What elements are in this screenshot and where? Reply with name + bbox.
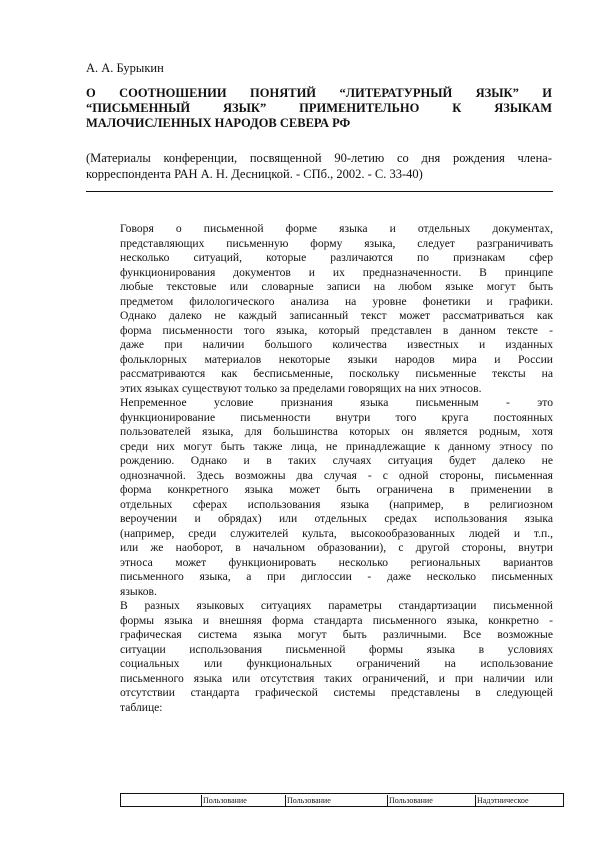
body-line: даже при наличии большого количества известных и изданных	[120, 338, 553, 351]
body-line: предметом филологического анализа на уровне фонетики и графики.	[120, 294, 553, 308]
body-line: формы языка и внешняя форма стандарта письменного языка, конкретно -	[120, 613, 553, 627]
source-line: (Материалы конференции, посвященной 90-летию со дня рождения члена-	[86, 151, 552, 165]
body-line: форма конкретного языка может быть ограничена в применении в	[120, 483, 553, 496]
body-line: среди них могут быть также лица, не принадлежащие к данному этносу по	[120, 439, 553, 453]
body-line: В разных языковых ситуациях параметры стандартизации письменной	[120, 599, 553, 612]
body-line: таблице:	[120, 700, 163, 714]
body-line: этих языках существуют только за пределами говорящих на них этносов.	[120, 381, 482, 395]
title-line: О СООТНОШЕНИИ ПОНЯТИЙ “ЛИТЕРАТУРНЫЙ ЯЗЫК” И	[86, 86, 552, 100]
body-line: Говоря о письменной форме языка и отдельных документах,	[120, 222, 553, 235]
body-line: фольклорных материалов некоторые языки народов мира и России	[120, 352, 553, 366]
body-line: Однако далеко не каждый записанный текст может рассматриваться как	[120, 309, 553, 322]
body-line: графическая система языка могут быть различными. Все возможные	[120, 628, 553, 641]
body-line: социальных или функциональных ограничений на использование	[120, 657, 553, 670]
author: А. А. Бурыкин	[86, 61, 164, 75]
body-line: Непременное условие признания языка письменным - это	[120, 396, 553, 409]
body-line: форма письменности того языка, который представлен в данном тексте -	[120, 323, 553, 337]
table-header-cell	[121, 795, 122, 807]
table-header-cell: Пользование	[203, 796, 247, 805]
body-line: функционирования документов и их предназначенности. В принципе	[120, 265, 553, 279]
body-line: ситуации использования письменной формы языка в условиях	[120, 642, 553, 656]
body-line: любые текстовые или словарные записи на любом языке могут быть	[120, 280, 553, 293]
body-line: представляющих письменную форму языка, следует разграничивать	[120, 236, 553, 250]
title-line: МАЛОЧИСЛЕННЫХ НАРОДОВ СЕВЕРА РФ	[86, 116, 351, 130]
table-header-cell: Надэтническое	[477, 796, 529, 805]
table-header-cell: Пользование	[389, 796, 433, 805]
body-line: функционирование письменности внутри того круга постоянных	[120, 410, 553, 424]
body-line: языков.	[120, 584, 157, 598]
body-line: письменного языка или отсутствия таких ограничений, и при наличии или	[120, 671, 553, 685]
body-line: этноса может функционировать несколько региональных вариантов	[120, 555, 553, 569]
body-line: письменного языка, а при диглоссии - даже несколько письменных	[120, 570, 553, 583]
body-line: или же наоборот, в начальном образовании), с другой стороны, внутри	[120, 541, 553, 554]
body-line: однозначной. Здесь возможны два случая - с одной стороны, письменная	[120, 468, 553, 482]
source-note	[86, 150, 552, 182]
table-header-row	[120, 793, 564, 807]
source-line: корреспондента РАН А. Н. Десницкой. - СПб., 2002. - С. 33-40)	[86, 167, 423, 181]
table-header-cell: Пользование	[287, 796, 331, 805]
body-line: пользователей языка, для большинства которых он является родным, хотя	[120, 425, 553, 438]
body-line: вероучении и обрядах) или отдельных средах использования языка	[120, 512, 553, 525]
horizontal-rule	[86, 191, 553, 192]
body-line: (например, среди служителей культа, высокообразованных людей и т.п.,	[120, 526, 553, 540]
body-text	[120, 222, 553, 715]
body-line: рождению. Однако и в таких случаях ситуация будет далеко не	[120, 454, 553, 467]
article-title	[86, 86, 552, 131]
body-line: рассматриваются как бесписьменные, поскольку письменные тексты на	[120, 367, 553, 380]
body-line: отдельных сферах использования языка (например, в религиозном	[120, 497, 553, 511]
body-line: несколько ситуаций, которые различаются по признакам сфер	[120, 251, 553, 264]
body-line: отсутствии стандарта графической системы представлены в следующей	[120, 686, 553, 699]
title-line: “ПИСЬМЕННЫЙ ЯЗЫК” ПРИМЕНИТЕЛЬНО К ЯЗЫКАМ	[86, 101, 552, 115]
